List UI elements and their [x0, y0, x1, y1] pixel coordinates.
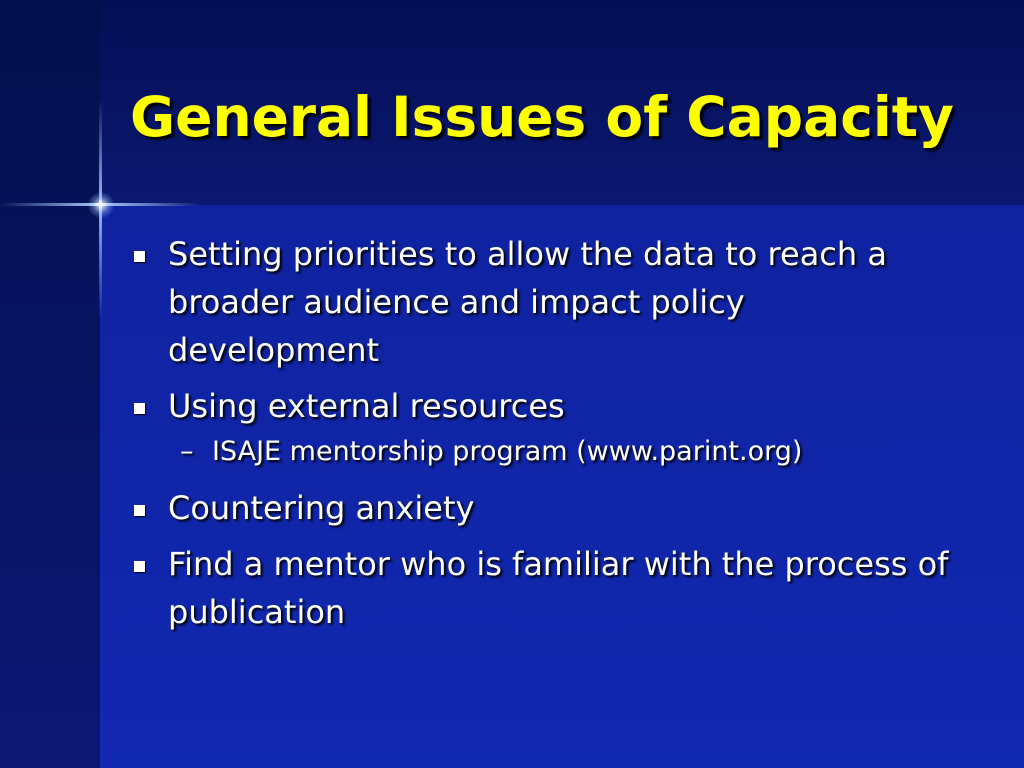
bullet-text: Using external resources — [168, 387, 565, 425]
square-bullet-icon — [134, 403, 145, 414]
sub-bullet-text: ISAJE mentorship program (www.parint.org) — [212, 436, 803, 467]
sub-bullet-item — [130, 432, 950, 472]
bullet-list — [130, 230, 950, 644]
bullet-text: Setting priorities to allow the data to reach a broader audience and impact policy development — [168, 235, 887, 369]
bullet-item — [130, 382, 950, 430]
bullet-item — [130, 540, 950, 636]
bullet-item — [130, 484, 950, 532]
square-bullet-icon — [134, 251, 145, 262]
square-bullet-icon — [134, 561, 145, 572]
bullet-item — [130, 230, 950, 374]
slide-title: General Issues of Capacity — [130, 85, 954, 149]
star-flare-icon — [88, 192, 114, 218]
left-column-band — [0, 0, 100, 768]
bullet-text: Find a mentor who is familiar with the process of publication — [168, 545, 949, 631]
square-bullet-icon — [134, 505, 145, 516]
dash-marker: – — [180, 436, 194, 467]
bullet-text: Countering anxiety — [168, 489, 475, 527]
